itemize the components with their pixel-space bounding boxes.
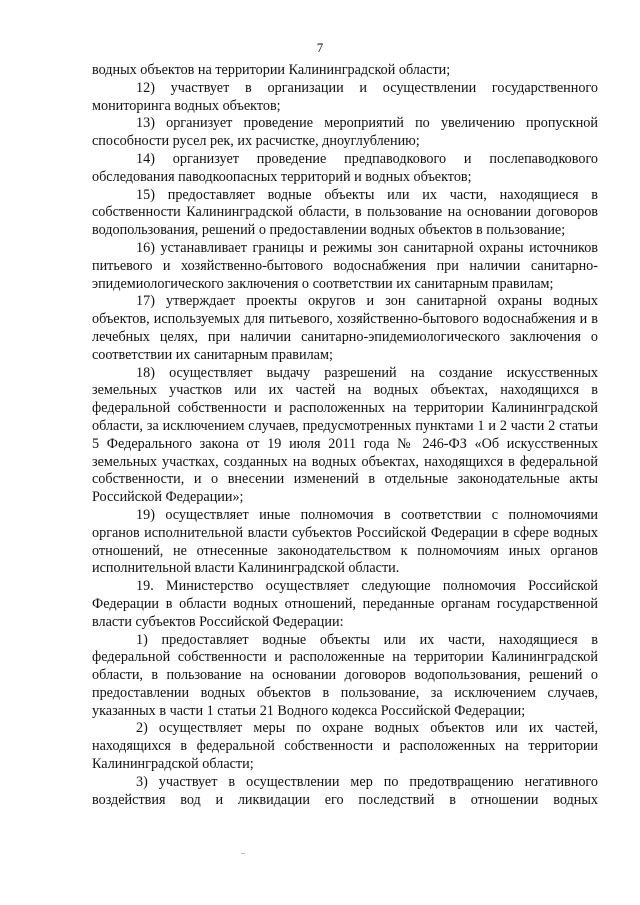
paragraph-item-17: 17) утверждает проекты округов и зон санитарной охраны водных объектов, используемых для питьевого, хозяйственно-бытового водоснабжения и в лечебных целях, при наличии санитарно-эпидемиологического заключения о соответствии их санитарным правилам; — [92, 293, 598, 363]
page-number: 7 — [316, 40, 324, 55]
paragraph-item-15: 15) предоставляет водные объекты или их части, находящиеся в собственности Калининградской области, в пользование на основании договоров водопользования, решений о предоставлении водных объектов в пользование; — [92, 186, 598, 239]
paragraph-item-16: 16) устанавливает границы и режимы зон санитарной охраны источников питьевого и хозяйственно-бытового водоснабжения при наличии санитарно-эпидемиологического заключения о соответствии их санитарным правилам; — [92, 239, 598, 292]
paragraph-item-19: 19) осуществляет иные полномочия в соответствии с полномочиями органов исполнительной власти субъектов Российской Федерации в сфере водных отношений, не отнесенные законодательством к полномочиям иных органов исполнительной власти Калининградской области. — [92, 506, 598, 577]
paragraph-continuation: водных объектов на территории Калининградской области; — [92, 62, 451, 78]
paragraph-subitem-3: 3) участвует в осуществлении мер по предотвращению негативного воздействия вод и ликвидации его последствий в отношении водных — [92, 773, 598, 808]
paragraph-subitem-1: 1) предоставляет водные объекты или их части, находящиеся в федеральной собственности и расположенные на территории Калининградской области, в пользование на основании договоров водопользования, решений о предоставлении водных объектов в пользование, за исключением случаев, указанных в части 1 статьи 21 Водного кодекса Российской Федерации; — [92, 631, 598, 719]
paragraph-section-19: 19. Министерство осуществляет следующие полномочия Российской Федерации в области водных отношений, переданные органам государственной власти субъектов Российской Федерации: — [92, 578, 598, 630]
paragraph-item-13: 13) организует проведение мероприятий по увеличению пропускной способности русел рек, их расчистке, дноуглублению; — [92, 115, 598, 150]
document-body — [92, 62, 598, 809]
paragraph-item-12: 12) участвует в организации и осуществлении государственного мониторинга водных объектов; — [92, 79, 598, 114]
paragraph-item-14: 14) организует проведение предпаводкового и послепаводкового обследования паводкоопасных территорий и водных объектов; — [92, 150, 598, 185]
paragraph-subitem-2: 2) осуществляет меры по охране водных объектов или их частей, находящихся в федеральной собственности и расположенных на территории Калининградской области; — [92, 720, 598, 773]
paragraph-item-18: 18) осуществляет выдачу разрешений на создание искусственных земельных участков или их частей на водных объектах, находящихся в федеральной собственности и расположенных на территории Калининградской области, за исключением случаев, предусмотренных пунктами 1 и 2 части 2 статьи 5 Федерального закона от 19 июля 2011 года № 246-ФЗ «Об искусственных земельных участках, созданных на водных объектах, находящихся в федеральной собственности, и о внесении изменений в отдельные законодательные акты Российской Федерации»; — [92, 364, 598, 506]
scan-speck — [241, 853, 245, 854]
